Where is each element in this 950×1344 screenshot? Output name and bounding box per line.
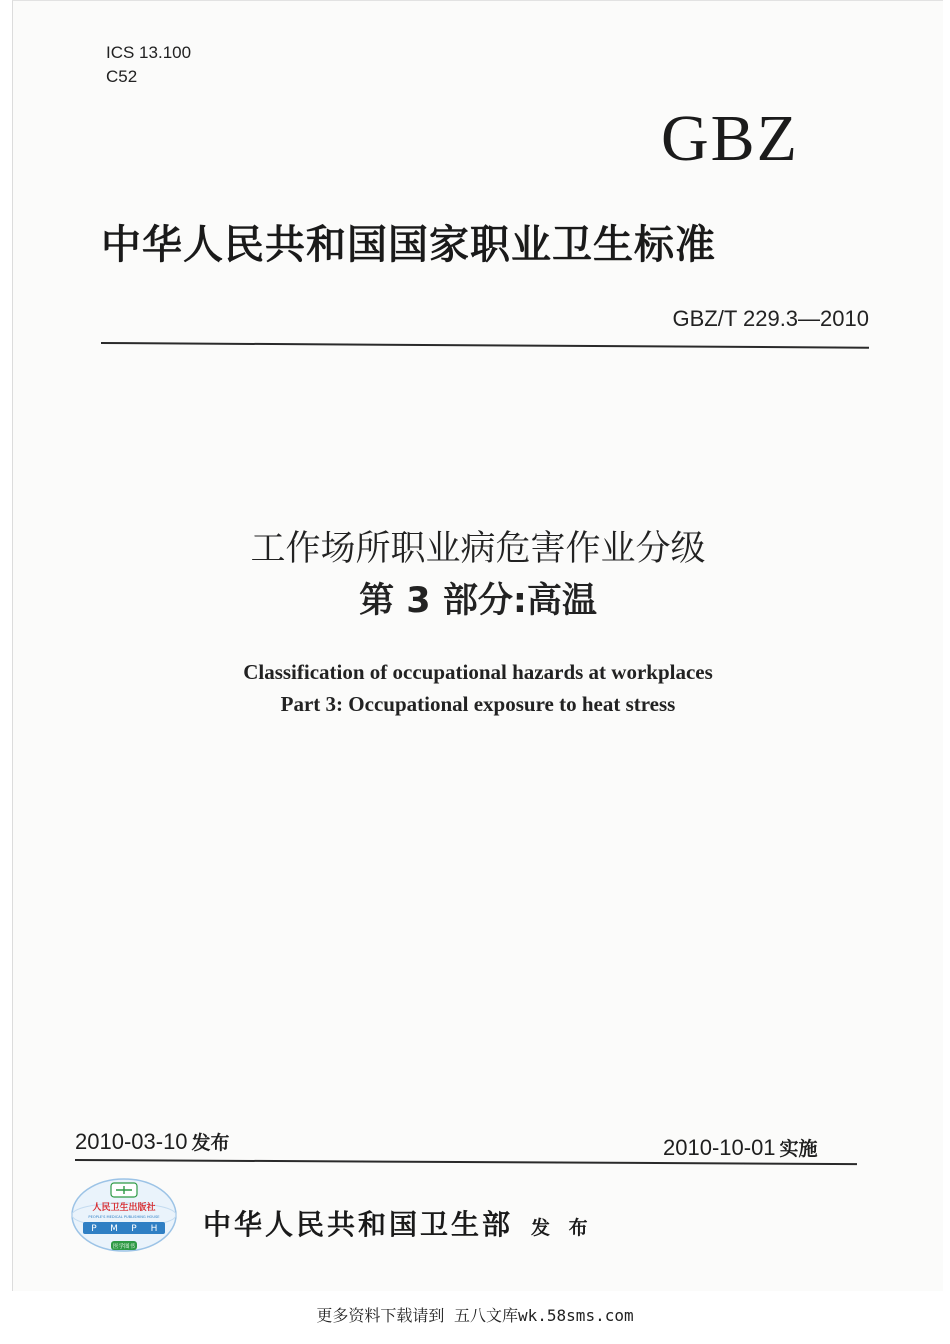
issue-date <box>75 1128 230 1155</box>
top-divider <box>101 342 869 349</box>
logo-letter-4: H <box>150 1224 158 1234</box>
logo-badge-text: 医学图书 <box>112 1244 136 1250</box>
standard-category-title: 中华人民共和国国家职业卫生标准 <box>101 222 716 268</box>
classification-codes <box>106 41 191 89</box>
chinese-title-line-1: 工作场所职业病危害作业分级 <box>250 529 706 569</box>
implementation-date-label: 实施 <box>779 1138 818 1160</box>
standard-number: GBZ/T 229.3—2010 <box>672 306 869 331</box>
ccs-code: C52 <box>106 67 138 86</box>
english-title <box>13 656 943 720</box>
footer-download-note: 更多资料下载请到 五八文库wk.58sms.com <box>316 1306 634 1325</box>
logo-letter-2: M <box>110 1224 118 1234</box>
issuer-label: 发 布 <box>531 1217 594 1239</box>
ics-code: ICS 13.100 <box>106 43 192 62</box>
issue-date-value: 2010-03-10 <box>75 1129 188 1154</box>
english-title-line-1: Classification of occupational hazards at workplaces <box>243 660 713 684</box>
implementation-date <box>663 1134 818 1161</box>
logo-letter-1: P <box>91 1224 97 1234</box>
document-page <box>12 0 943 1291</box>
english-title-line-2: Part 3: Occupational exposure to heat stress <box>280 692 676 716</box>
issue-date-label: 发布 <box>191 1132 230 1154</box>
logo-letter-3: P <box>131 1224 137 1234</box>
logo-name-cn: 人民卫生出版社 <box>92 1203 156 1213</box>
chinese-title <box>13 523 943 627</box>
issuing-authority <box>203 1203 594 1243</box>
issuer-name: 中华人民共和国卫生部 <box>203 1208 514 1241</box>
logo-name-en: PEOPLE'S MEDICAL PUBLISHING HOUSE <box>88 1215 160 1219</box>
implementation-date-value: 2010-10-01 <box>663 1135 776 1160</box>
gbz-logo: GBZ <box>661 102 799 175</box>
chinese-title-line-2: 第 3 部分:高温 <box>359 581 597 621</box>
publisher-logo-icon <box>69 1177 179 1257</box>
